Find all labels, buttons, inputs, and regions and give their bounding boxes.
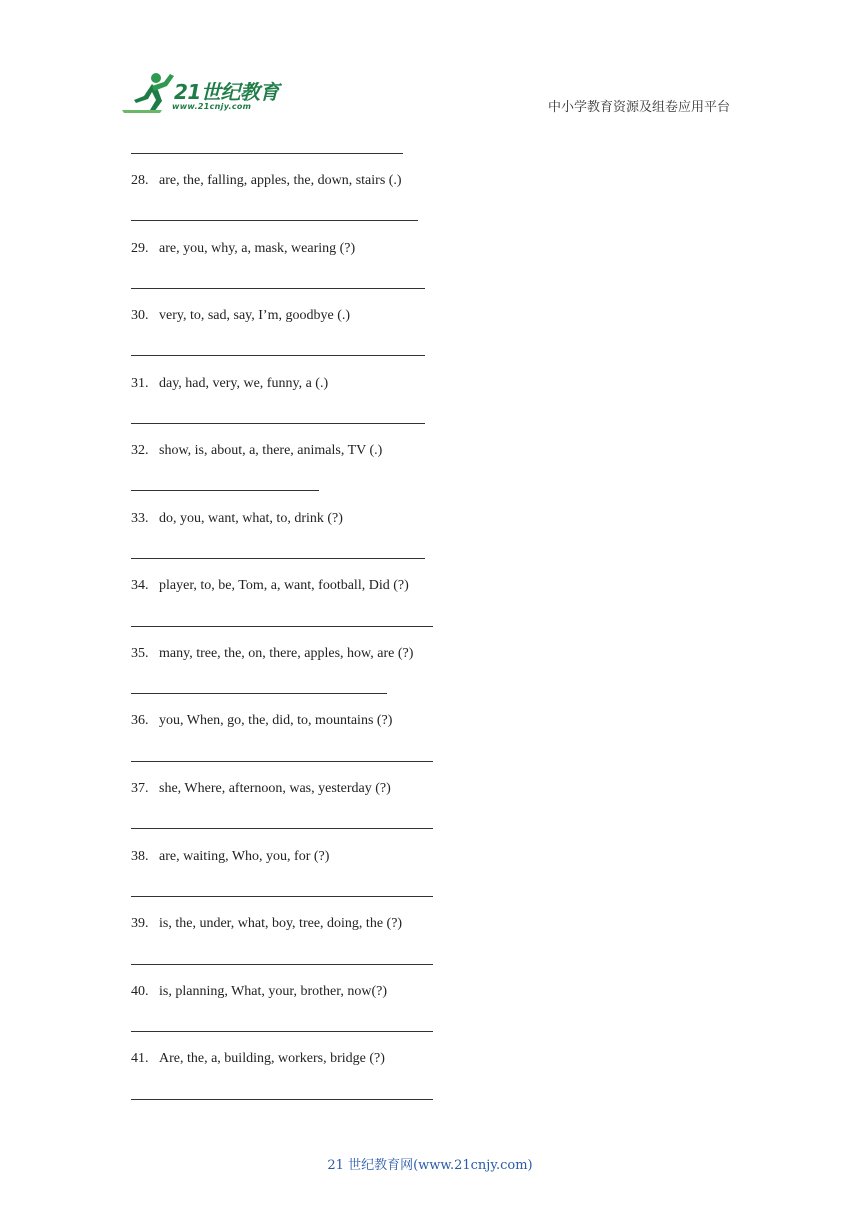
question-number: 29. — [131, 241, 149, 256]
answer-line — [131, 828, 433, 829]
question-text: Are, the, a, building, workers, bridge (?) — [159, 1051, 385, 1066]
question-item — [131, 511, 343, 527]
answer-line — [131, 693, 387, 694]
question-text: is, the, under, what, boy, tree, doing, the (?) — [159, 916, 403, 931]
logo-wordmark: 21世纪教育 — [174, 80, 279, 104]
question-item — [131, 308, 350, 324]
question-item — [131, 849, 329, 865]
question-number: 40. — [131, 984, 149, 999]
answer-line — [131, 1031, 433, 1032]
question-number: 37. — [131, 781, 149, 796]
question-text: she, Where, afternoon, was, yesterday (?) — [159, 781, 391, 796]
question-text: day, had, very, we, funny, a (.) — [159, 376, 329, 391]
site-logo — [122, 70, 292, 116]
question-text: are, the, falling, apples, the, down, stairs (.) — [159, 173, 402, 188]
question-number: 41. — [131, 1051, 149, 1066]
question-item — [131, 173, 402, 189]
answer-line — [131, 288, 425, 289]
running-figure-icon — [122, 70, 178, 116]
answer-line — [131, 626, 433, 627]
question-text: is, planning, What, your, brother, now(?) — [159, 984, 388, 999]
question-number: 36. — [131, 713, 149, 728]
question-item — [131, 241, 355, 257]
question-item — [131, 713, 392, 729]
question-item — [131, 376, 328, 392]
question-number: 30. — [131, 308, 149, 323]
question-text: many, tree, the, on, there, apples, how, are (?) — [159, 646, 414, 661]
question-item — [131, 781, 391, 797]
question-item — [131, 1051, 385, 1067]
question-number: 31. — [131, 376, 149, 391]
question-text: are, you, why, a, mask, wearing (?) — [159, 241, 356, 256]
question-text: are, waiting, Who, you, for (?) — [159, 849, 330, 864]
platform-title: 中小学教育资源及组卷应用平台 — [548, 100, 731, 115]
answer-line — [131, 220, 418, 221]
question-number: 39. — [131, 916, 149, 931]
answer-line — [131, 153, 403, 154]
question-number: 28. — [131, 173, 149, 188]
answer-line — [131, 490, 319, 491]
question-text: player, to, be, Tom, a, want, football, Did (?) — [159, 578, 409, 593]
answer-line — [131, 896, 433, 897]
logo-url: www.21cnjy.com — [172, 102, 252, 111]
page-footer: 21 世纪教育网(www.21cnjy.com) — [327, 1158, 533, 1173]
answer-line — [131, 761, 433, 762]
question-number: 35. — [131, 646, 149, 661]
question-text: do, you, want, what, to, drink (?) — [159, 511, 343, 526]
question-number: 38. — [131, 849, 149, 864]
question-text: you, When, go, the, did, to, mountains (?) — [159, 713, 393, 728]
answer-line — [131, 423, 425, 424]
question-number: 34. — [131, 578, 149, 593]
question-text: show, is, about, a, there, animals, TV (.) — [159, 443, 383, 458]
question-text: very, to, sad, say, I’m, goodbye (.) — [159, 308, 351, 323]
answer-line — [131, 964, 433, 965]
question-number: 32. — [131, 443, 149, 458]
question-item — [131, 646, 413, 662]
question-item — [131, 578, 409, 594]
question-item — [131, 916, 402, 932]
question-item — [131, 443, 382, 459]
answer-line — [131, 1099, 433, 1100]
answer-line — [131, 355, 425, 356]
question-number: 33. — [131, 511, 149, 526]
answer-line — [131, 558, 425, 559]
question-item — [131, 984, 387, 1000]
